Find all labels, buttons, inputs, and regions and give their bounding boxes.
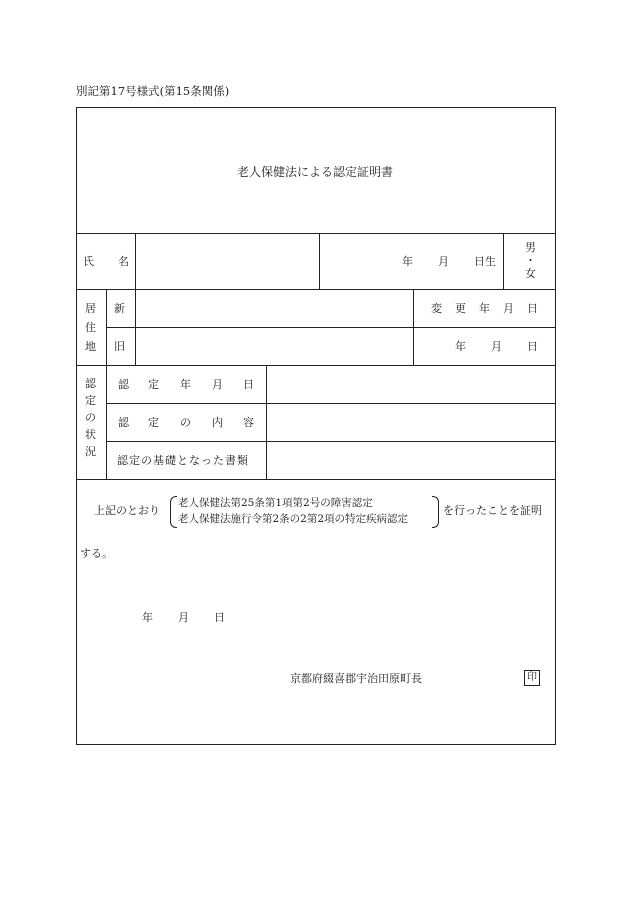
sex-female: 女 bbox=[525, 267, 536, 280]
new-address-label: 新 bbox=[114, 302, 125, 315]
divider bbox=[106, 289, 107, 479]
status-row1-char-2: 定 bbox=[148, 378, 159, 391]
certify-option-1: 老人保健法第25条第1項第2号の障害認定 bbox=[178, 497, 373, 509]
certify-line-2: する。 bbox=[80, 547, 113, 560]
status-row2-char-2: 定 bbox=[148, 416, 159, 429]
status-row2-char-3: の bbox=[180, 416, 191, 429]
status-row1-char-4: 月 bbox=[212, 378, 223, 391]
status-row2-char-5: 容 bbox=[243, 416, 254, 429]
divider bbox=[106, 441, 556, 442]
old-date-day: 日 bbox=[527, 340, 538, 353]
birth-month-label: 月 bbox=[438, 255, 449, 268]
divider bbox=[135, 289, 136, 365]
certificate-title: 老人保健法による認定証明書 bbox=[236, 165, 393, 179]
divider bbox=[266, 365, 267, 479]
change-char-3: 年 bbox=[479, 302, 490, 315]
old-address-label: 旧 bbox=[114, 340, 125, 353]
divider bbox=[503, 233, 504, 289]
status-row3-label: 認定の基礎となった書類 bbox=[117, 454, 249, 467]
residence-label: 居 住 地 bbox=[85, 302, 96, 353]
certify-suffix: を行ったことを証明 bbox=[443, 504, 542, 517]
divider bbox=[76, 365, 556, 366]
certify-prefix: 上記のとおり bbox=[94, 504, 160, 517]
sex-male: 男 bbox=[525, 241, 536, 254]
change-char-5: 日 bbox=[527, 302, 538, 315]
divider bbox=[76, 233, 556, 234]
divider bbox=[135, 233, 136, 289]
birth-year-label: 年 bbox=[402, 255, 413, 268]
change-char-2: 更 bbox=[455, 302, 466, 315]
form-number-label: 別記第17号様式(第15条関係) bbox=[76, 84, 230, 98]
status-row1-char-3: 年 bbox=[180, 378, 191, 391]
certify-option-2: 老人保健法施行令第2条の2第2項の特定疾病認定 bbox=[178, 513, 409, 525]
name-label-first: 氏 bbox=[83, 255, 94, 268]
status-row1-char-1: 認 bbox=[118, 378, 129, 391]
change-char-1: 変 bbox=[431, 302, 442, 315]
bracket-right-icon bbox=[432, 496, 439, 528]
status-row1-char-5: 日 bbox=[243, 378, 254, 391]
divider bbox=[76, 479, 556, 480]
status-label: 認 定 の 状 況 bbox=[85, 377, 96, 458]
divider bbox=[319, 233, 320, 289]
issue-day-label: 日 bbox=[214, 611, 225, 624]
name-label-second: 名 bbox=[118, 255, 129, 268]
issue-month-label: 月 bbox=[178, 611, 189, 624]
bracket-left-icon bbox=[170, 496, 177, 528]
birth-day-label: 日生 bbox=[474, 255, 496, 268]
sex-separator: ・ bbox=[525, 254, 536, 267]
divider bbox=[106, 327, 556, 328]
issue-year-label: 年 bbox=[142, 611, 153, 624]
status-row2-char-4: 内 bbox=[212, 416, 223, 429]
change-char-4: 月 bbox=[503, 302, 514, 315]
divider bbox=[76, 289, 556, 290]
old-date-month: 月 bbox=[491, 340, 502, 353]
old-date-year: 年 bbox=[455, 340, 466, 353]
divider bbox=[413, 289, 414, 365]
seal-stamp-icon: 印 bbox=[524, 670, 540, 686]
divider bbox=[106, 403, 556, 404]
issuer-name: 京都府綴喜郡宇治田原町長 bbox=[290, 672, 422, 685]
status-row2-char-1: 認 bbox=[118, 416, 129, 429]
